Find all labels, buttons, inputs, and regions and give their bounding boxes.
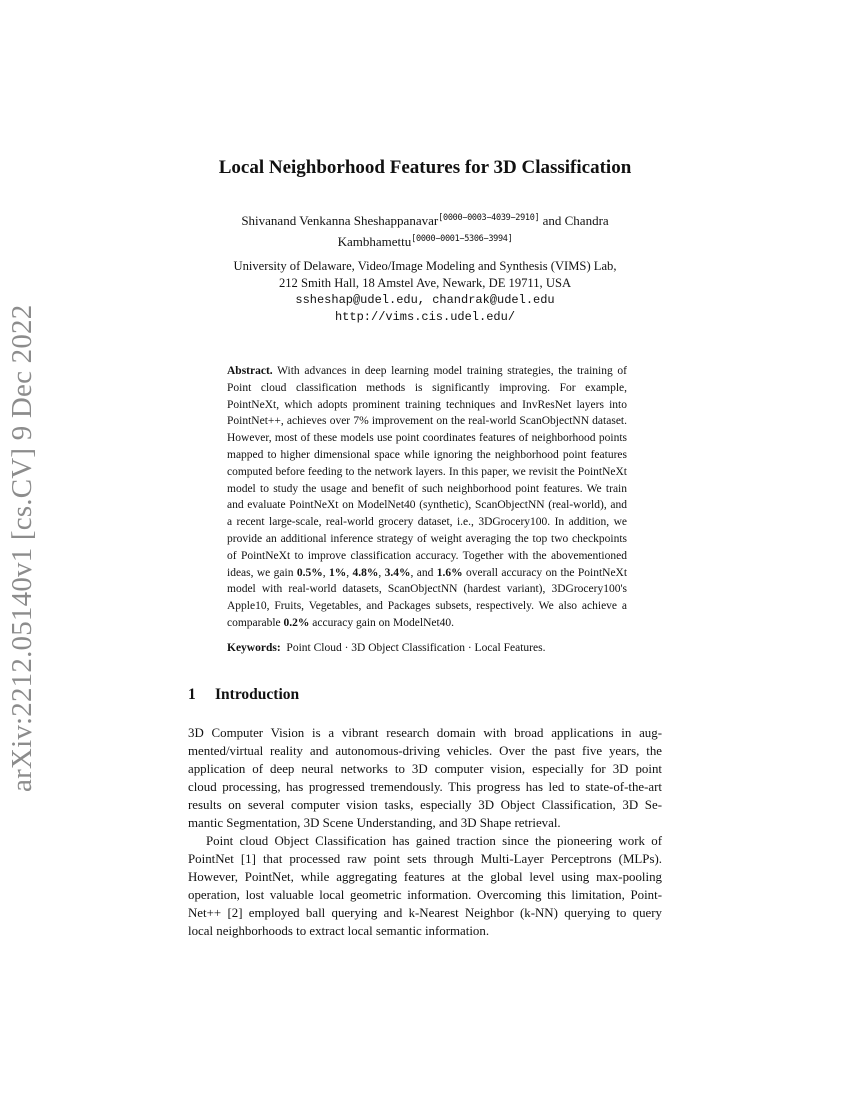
introduction-body <box>188 724 662 940</box>
affiliation-block <box>175 258 675 326</box>
section-number: 1 <box>188 686 196 703</box>
section-heading <box>188 686 299 704</box>
text-line: operation, lost valuable local geometric information. Overcoming this limitation, Point- <box>188 888 662 902</box>
author-conjunction: and Chandra <box>542 213 609 228</box>
keywords <box>227 640 627 656</box>
gain-value: 0.5% <box>296 566 323 579</box>
author-emails: ssheshap@udel.edu, chandrak@udel.edu <box>295 293 555 307</box>
text-line: application of deep neural networks to 3D computer vision, especially for 3D point <box>188 762 662 776</box>
paragraph <box>188 724 662 832</box>
text-line: Point cloud Object Classification has gained traction since the pioneering work of <box>206 834 662 848</box>
section-title: Introduction <box>215 686 300 703</box>
abstract: Abstract. With advances in deep learning model training strategies, the training of Point cloud classification methods is significantly improving. For example, PointNeXt, which adopts prominent training techniques and InvResNet layers into PointNet++, achieves over 7% improvement on the real-world ScanObjectNN dataset. However, most of these models use point coordinates features of neighborhood points mapped to higher dimensional space while ignoring the neighborhood point features computed before feeding to the network layers. In this paper, we revisit the PointNeXt model to study the usage and benefit of such neighborhood point features. We train and evaluate PointNeXt on ModelNet40 (synthetic), ScanObjectNN (real-world), and a recent large-scale, real-world grocery dataset, i.e., 3DGrocery100. In addition, we provide an additional inference strategy of weight averaging the top two checkpoints of PointNeXt to improve classification accuracy. Together with the abovementioned ideas, we gain 0.5%, 1%, 4.8%, 3.4%, and 1.6% overall accuracy on the PointNeXt model with real-world datasets, ScanObjectNN (hardest variant), 3DGrocery100's Apple10, Fruits, Vegetables, and Packages subsets, respectively. We also achieve a comparable 0.2% accuracy gain on ModelNet40. <box>227 365 628 629</box>
arxiv-identifier-stamp: arXiv:2212.05140v1 [cs.CV] 9 Dec 2022 <box>6 304 38 792</box>
text-line: However, PointNet, while aggregating features at the global level using max-pooling <box>188 870 662 884</box>
gain-value: 1.6% <box>436 566 463 579</box>
lab-url: http://vims.cis.udel.edu/ <box>334 310 516 324</box>
orcid-id: [0000−0003−4039−2910] <box>438 213 540 223</box>
text-line: Net++ [2] employed ball querying and k-Nearest Neighbor (k-NN) querying to query <box>188 906 662 920</box>
author-name: Kambhamettu <box>337 234 412 249</box>
affiliation-line: 212 Smith Hall, 18 Amstel Ave, Newark, DE 19711, USA <box>278 276 572 290</box>
gain-value: 3.4% <box>384 566 411 579</box>
paper-title: Local Neighborhood Features for 3D Classification <box>218 157 632 178</box>
text-line: PointNet [1] that processed raw point sets through Multi-Layer Perceptrons (MLPs). <box>188 852 662 866</box>
text-line: results on several computer vision tasks, especially 3D Object Classification, 3D Se- <box>188 798 662 812</box>
abstract-text: overall accuracy on the PointNeXt model with real-world datasets, ScanObjectNN (hardest variant), 3DGrocery100's Apple10, Fruits, Vegetables, and Packages subsets, respectively. We also achieve a comparable <box>227 566 628 629</box>
affiliation-line: University of Delaware, Video/Image Modeling and Synthesis (VIMS) Lab, <box>233 259 617 273</box>
author-name: Shivanand Venkanna Sheshappanavar <box>241 213 439 228</box>
gain-value: 1% <box>329 566 347 579</box>
keywords-label: Keywords: <box>227 642 281 654</box>
abstract-text: accuracy gain on ModelNet40. <box>312 616 455 629</box>
text-line: 3D Computer Vision is a vibrant research domain with broad applications in aug- <box>188 726 662 740</box>
paragraph <box>188 832 662 940</box>
text-line: cloud processing, has progressed tremendously. This progress has led to state-of-the-art <box>188 780 662 794</box>
gain-value: 4.8% <box>352 566 379 579</box>
keywords-text: Point Cloud · 3D Object Classification · Local Features. <box>286 642 546 654</box>
text-line: local neighborhoods to extract local semantic information. <box>188 924 490 938</box>
gain-value: 0.2% <box>283 616 310 629</box>
text-line: mantic Segmentation, 3D Scene Understanding, and 3D Shape retrieval. <box>188 816 561 830</box>
abstract-label: Abstract. <box>227 365 273 377</box>
abstract-text: With advances in deep learning model training strategies, the training of Point cloud classification methods is significantly improving. For example, PointNeXt, which adopts prominent training techniques and InvResNet layers into PointNet++, achieves over 7% improvement on the real-world ScanObjectNN dataset. However, most of these models use point coordinates features of neighborhood points mapped to higher dimensional space while ignoring the neighborhood point features computed before feeding to the network layers. In this paper, we revisit the PointNeXt model to study the usage and benefit of such neighborhood point features. We train and evaluate PointNeXt on ModelNet40 (synthetic), ScanObjectNN (real-world), and a recent large-scale, real-world grocery dataset, i.e., 3DGrocery100. In addition, we provide an additional inference strategy of weight averaging the top two checkpoints of PointNeXt to improve classification accuracy. Together with the abovementioned ideas, we gain <box>227 365 627 579</box>
text-line: mented/virtual reality and autonomous-driving vehicles. Over the past five years, the <box>188 744 662 758</box>
author-block <box>190 209 660 251</box>
orcid-id: [0000−0001−5306−3994] <box>411 234 513 244</box>
